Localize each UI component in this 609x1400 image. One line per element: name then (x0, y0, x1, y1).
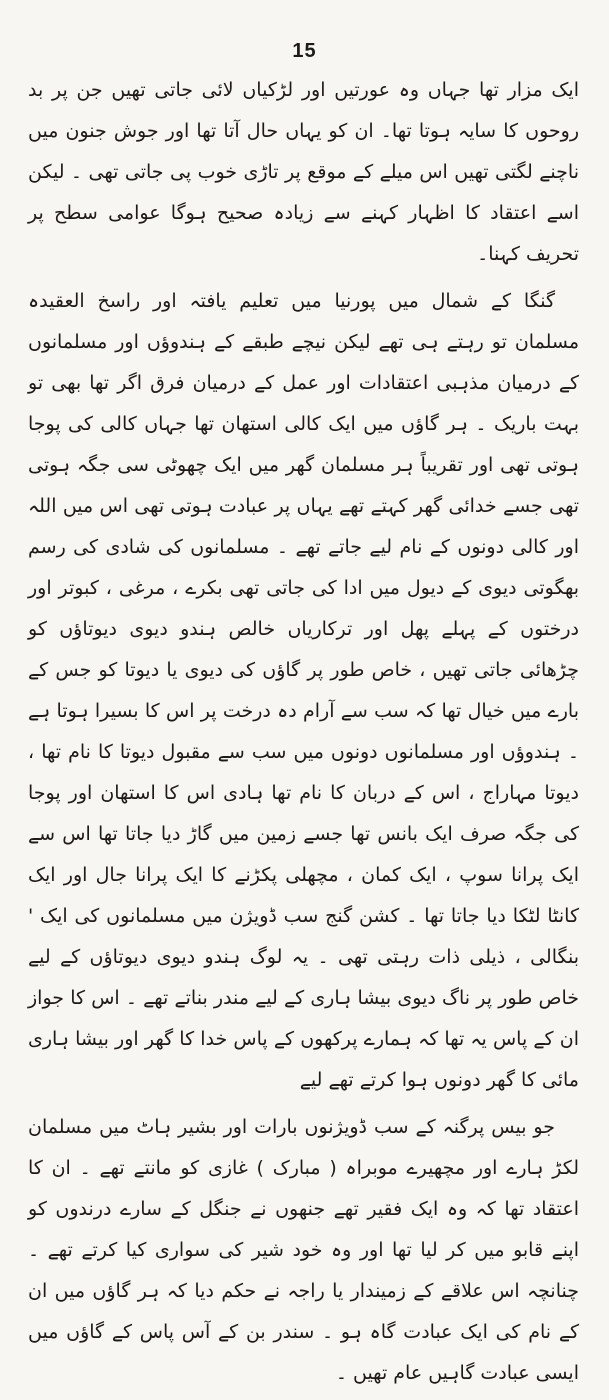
page-body (28, 70, 579, 1400)
paragraph-1: ایک مزار تھا جہاں وہ عورتیں اور لڑکیاں لائی جاتی تھیں جن پر بد روحوں کا سایہ ہوتا تھا۔ ان کو یہاں حال آتا تھا اور جوش جنون میں ناچنے لگتی تھیں اس میلے کے موقع پر تاڑی خوب پی جاتی تھی ۔ لیکن اسے اعتقاد کا اظہار کہنے سے زیادہ صحیح ہوگا عوامی سطح پر تحریف کہنا۔ (28, 79, 579, 265)
page-number: 15 (292, 40, 317, 62)
paragraph-3: جو بیس پرگنہ کے سب ڈویژنوں بارات اور بشیر ہاٹ میں مسلمان لکڑ ہارے اور مچھیرے موبراہ ( مبارک ) غازی کو مانتے تھے ۔ ان کا اعتقاد تھا کہ وہ ایک فقیر تھے جنھوں نے جنگل کے سارے درندوں کو اپنے قابو میں کر لیا تھا اور وہ خود شیر کی سواری کیا کرتے تھے ۔ چنانچہ اس علاقے کے زمیندار یا راجہ نے حکم دیا کہ ہر گاؤں میں ان کے نام کی ایک عبادت گاہ ہو ۔ سندر بن کے آس پاس کے گاؤں میں ایسی عبادت گاہیں عام تھیں ۔ (28, 1116, 579, 1384)
paragraph-2: گنگا کے شمال میں پورنیا میں تعلیم یافتہ اور راسخ العقیدہ مسلمان تو رہتے ہی تھے لیکن نیچے طبقے کے ہندوؤں اور مسلمانوں کے درمیان مذہبی اعتقادات اور عمل کے درمیان فرق اگر تھا بھی تو بہت باریک ۔ ہر گاؤں میں ایک کالی استھان تھا جہاں کالی کی پوجا ہوتی تھی اور تقریباً ہر مسلمان گھر میں ایک چھوٹی سی جگہ ہوتی تھی جسے خدائی گھر کہتے تھے یہاں پر عبادت ہوتی تھی اس میں اللہ اور کالی دونوں کے نام لیے جاتے تھے ۔ مسلمانوں کی شادی کی رسم بھگوتی دیوی کے دیول میں ادا کی جاتی تھی بکرے ، مرغی ، کبوتر اور درختوں کے پہلے پھل اور ترکاریاں خالص ہندو دیوی دیوتاؤں کو چڑھائی جاتی تھیں ، خاص طور پر گاؤں کی دیوی یا دیوتا کو جس کے بارے میں خیال تھا کہ سب سے آرام دہ درخت پر اس کا بسیرا ہوتا ہے ۔ ہندوؤں اور مسلمانوں دونوں میں سب سے مقبول دیوتا کا نام تھا ، دیوتا مہاراج ، اس کے دربان کا نام تھا ہادی اس کا استھان اور پوجا کی جگہ صرف ایک بانس تھا جسے زمین میں گاڑ دیا جاتا تھا اس سے ایک پرانا سوپ ، ایک کمان ، مچھلی پکڑنے کا ایک پرانا جال اور ایک کانٹا لٹکا دیا جاتا تھا ۔ کشن گنج سب ڈویژن میں مسلمانوں کی ایک ' بنگالی ، ذیلی ذات رہتی تھی ۔ یہ لوگ ہندو دیوی دیوتاؤں کے لیے خاص طور پر ناگ دیوی بیشا ہاری کے لیے مندر بناتے تھے ۔ اس کا جواز ان کے پاس یہ تھا کہ ہمارے پرکھوں کے پاس خدا کا گھر اور بیشا ہاری مائی کا گھر دونوں ہوا کرتے تھے لیے (28, 290, 579, 1091)
